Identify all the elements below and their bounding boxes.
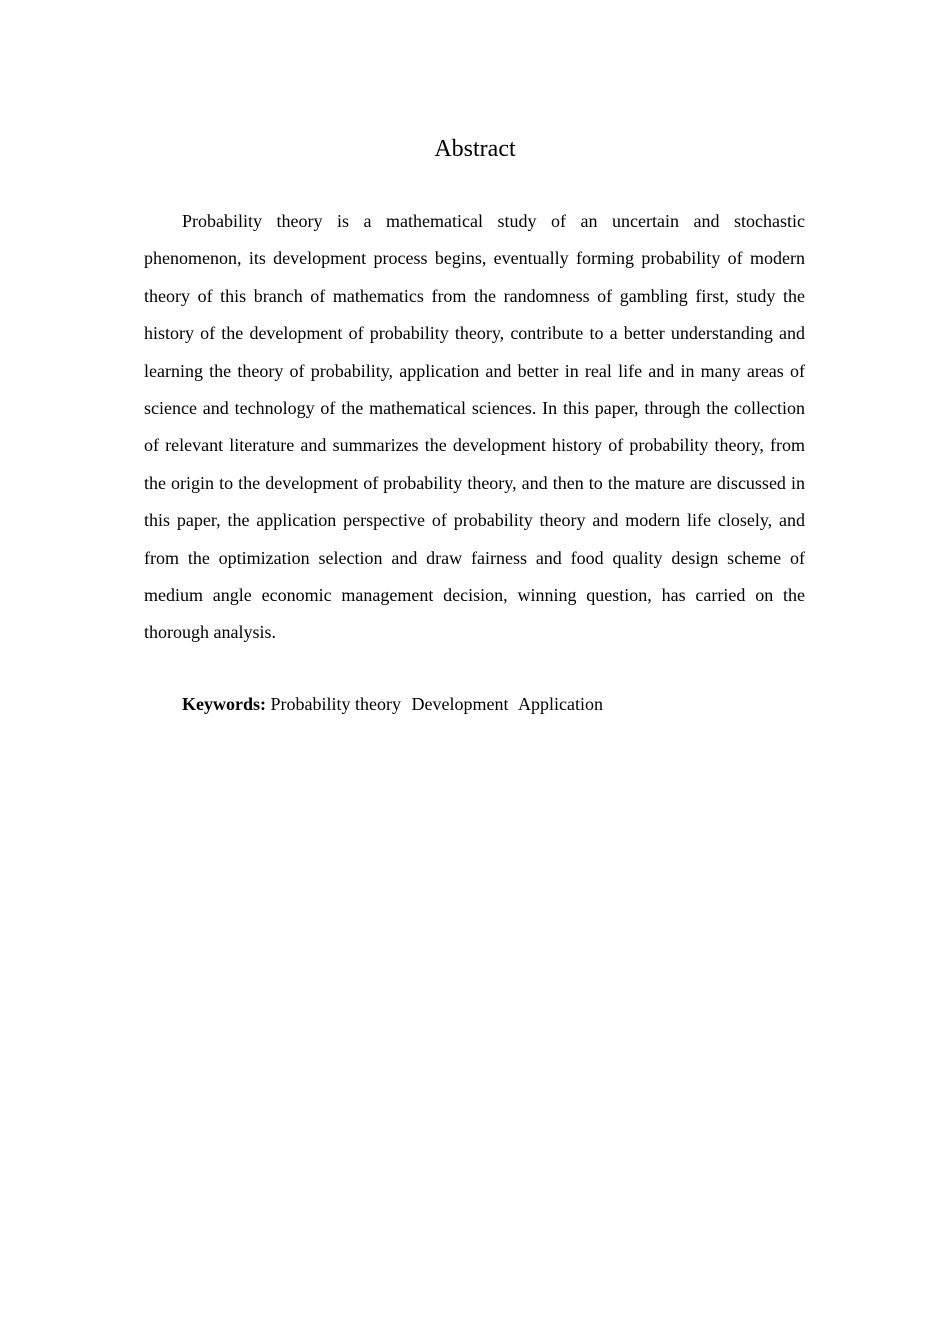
keywords-line	[182, 686, 805, 723]
keyword-item: Development	[411, 694, 509, 714]
page-title: Abstract	[434, 136, 516, 162]
abstract-paragraph: Probability theory is a mathematical study of an uncertain and stochastic phenomenon, its development process begins, eventually forming probability of modern theory of this branch of mathematics from the randomness of gambling first, study the history of the development of probability theory, contribute to a better understanding and learning the theory of probability, application and better in real life and in many areas of science and technology of the mathematical sciences. In this paper, through the collection of relevant literature and summarizes the development history of probability theory, from the origin to the development of probability theory, and then to the mature are discussed in this paper, the application perspective of probability theory and modern life closely, and from the optimization selection and draw fairness and food quality design scheme of medium angle economic management decision, winning question, has carried on the thorough analysis.	[144, 211, 805, 643]
keyword-item: Application	[517, 694, 603, 714]
keywords-label: Keywords:	[182, 694, 266, 714]
keyword-item: Probability theory	[270, 694, 401, 714]
